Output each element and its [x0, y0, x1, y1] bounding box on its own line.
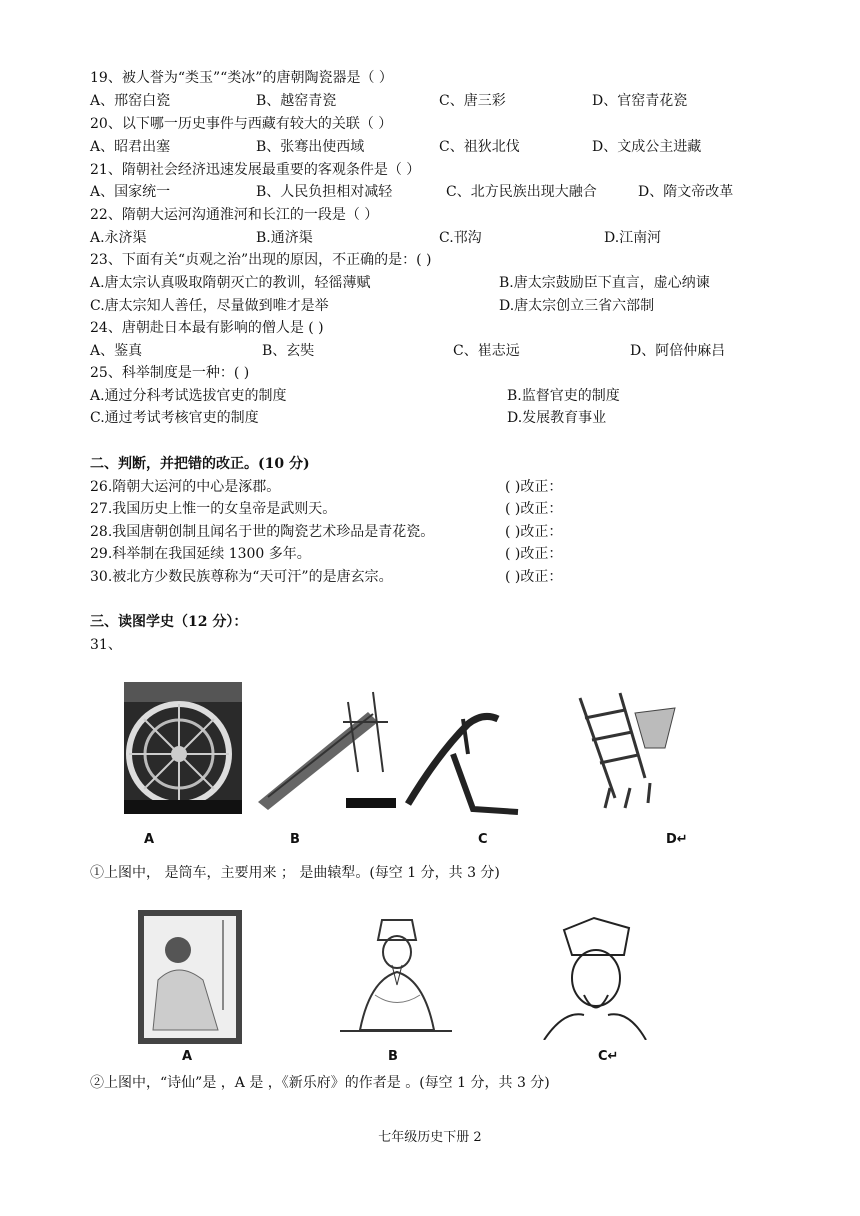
- option-c: C、北方民族出现大融合: [446, 184, 597, 200]
- statement: 26.隋朝大运河的中心是涿郡。: [90, 479, 281, 495]
- statement: 30.被北方少数民族尊称为“天可汗”的是唐玄宗。: [90, 569, 393, 585]
- du-fu-portrait: [534, 910, 654, 1040]
- question-stem: 19、被人誉为“类玉”“类冰”的唐朝陶瓷器是（ ）: [90, 70, 393, 86]
- image-label: A: [182, 1049, 193, 1064]
- section-heading: 二、判断，并把错的改正。(10 分): [90, 456, 310, 472]
- image-label: C: [478, 832, 488, 847]
- option-a: A、昭君出塞: [90, 139, 171, 155]
- bai-juyi-portrait: [330, 910, 462, 1034]
- option-a: A.通过分科考试选拔官吏的制度: [90, 388, 287, 404]
- waterwheel-photo: [124, 682, 242, 814]
- image-label: B: [388, 1049, 398, 1064]
- option-c: C、祖狄北伐: [439, 139, 520, 155]
- option-d: D、文成公主进藏: [592, 139, 702, 155]
- option-c: C、崔志远: [453, 343, 520, 359]
- option-b: B、越窑青瓷: [256, 93, 337, 109]
- option-b: B.通济渠: [256, 230, 313, 246]
- question-number: 31、: [90, 637, 122, 653]
- question-stem: 21、隋朝社会经济迅速发展最重要的客观条件是（ ）: [90, 162, 421, 178]
- option-d: D.江南河: [604, 230, 662, 246]
- question-stem: 23、下面有关“贞观之治”出现的原因，不正确的是：( ): [90, 252, 432, 268]
- option-d: D.唐太宗创立三省六部制: [499, 298, 655, 314]
- option-b: B.唐太宗鼓励臣下直言，虚心纳谏: [499, 275, 710, 291]
- statement: 29.科举制在我国延续 1300 多年。: [90, 546, 311, 562]
- option-a: A、鉴真: [90, 343, 143, 359]
- question-stem: 24、唐朝赴日本最有影响的僧人是 ( ): [90, 320, 324, 336]
- image-label: C↵: [598, 1049, 619, 1064]
- answer-blank: ( )改正：: [505, 546, 563, 562]
- option-b: B.监督官吏的制度: [507, 388, 620, 404]
- option-a: A、邢窑白瓷: [90, 93, 171, 109]
- question-stem: 22、隋朝大运河沟通淮河和长江的一段是（ ）: [90, 207, 379, 223]
- option-c: C.邗沟: [439, 230, 482, 246]
- option-b: B、张骞出使西域: [256, 139, 365, 155]
- option-b: B、人民负担相对减轻: [256, 184, 393, 200]
- option-c: C.通过考试考核官吏的制度: [90, 410, 259, 426]
- statement: 27.我国历史上惟一的女皇帝是武则天。: [90, 501, 337, 517]
- option-d: D、阿倍仲麻吕: [630, 343, 726, 359]
- fill-in-question: ②上图中，“诗仙”是 ，A 是 ，《新乐府》的作者是 。(每空 1 分，共 3 分): [90, 1075, 550, 1091]
- curved-plow-photo: [398, 694, 530, 818]
- option-a: A.永济渠: [90, 230, 147, 246]
- section-heading: 三、读图学史（12 分）：: [90, 614, 248, 630]
- li-bai-portrait: [138, 910, 242, 1044]
- page-footer: 七年级历史下册 2: [378, 1130, 482, 1145]
- image-label: A: [144, 832, 155, 847]
- option-d: D、官窑青花瓷: [592, 93, 688, 109]
- option-d: D、隋文帝改革: [638, 184, 734, 200]
- question-stem: 25、科举制度是一种：( ): [90, 365, 250, 381]
- option-b: B、玄奘: [262, 343, 315, 359]
- option-a: A、国家统一: [90, 184, 171, 200]
- seed-drill-photo: [560, 688, 692, 814]
- fill-in-question: ①上图中， 是筒车，主要用来 ； 是曲辕犁。(每空 1 分，共 3 分): [90, 865, 500, 881]
- answer-blank: ( )改正：: [505, 479, 563, 495]
- image-label: B: [290, 832, 300, 847]
- answer-blank: ( )改正：: [505, 524, 563, 540]
- option-a: A.唐太宗认真吸取隋朝灭亡的教训，轻徭薄赋: [90, 275, 371, 291]
- option-d: D.发展教育事业: [507, 410, 607, 426]
- answer-blank: ( )改正：: [505, 569, 563, 585]
- dragon-bone-pump-photo: [248, 682, 396, 814]
- answer-blank: ( )改正：: [505, 501, 563, 517]
- statement: 28.我国唐朝创制且闻名于世的陶瓷艺术珍品是青花瓷。: [90, 524, 435, 540]
- image-label: D↵: [666, 832, 688, 847]
- option-c: C.唐太宗知人善任，尽量做到唯才是举: [90, 298, 329, 314]
- question-stem: 20、以下哪一历史事件与西藏有较大的关联（ ）: [90, 116, 393, 132]
- option-c: C、唐三彩: [439, 93, 506, 109]
